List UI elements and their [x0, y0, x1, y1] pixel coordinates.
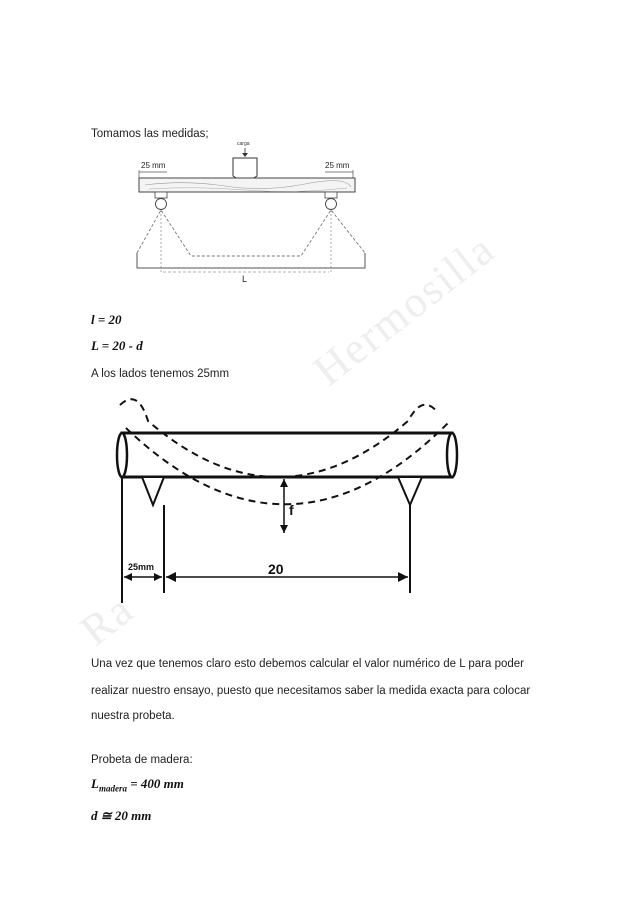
bending-test-figure — [125, 138, 375, 288]
paragraph-line-3: nuestra probeta. — [91, 710, 175, 722]
sides-text: A los lados tenemos 25mm — [91, 368, 230, 380]
probeta-label: Probeta de madera: — [91, 754, 193, 766]
equation-L-madera-symbol: L — [91, 776, 99, 791]
watermark-text: Hermosilla — [304, 223, 505, 396]
intro-text: Tomamos las medidas; — [91, 128, 209, 140]
span-dimension-label: 20 — [268, 561, 284, 577]
equation-L-madera-subscript: madera — [98, 783, 127, 794]
watermark-text-bottom: Ra — [71, 584, 144, 656]
load-label: carga — [237, 141, 250, 147]
paragraph-line-2: realizar nuestro ensayo, puesto que necesitamos saber la medida exacta para colocar — [91, 685, 531, 697]
equation-l: l = 20 — [91, 312, 122, 327]
span-label-L: L — [242, 274, 248, 284]
paragraph-line-1: Una vez que tenemos claro esto debemos calcular el valor numérico de L para poder — [91, 658, 524, 670]
deflection-label: f — [289, 502, 294, 518]
equation-L-madera — [91, 776, 184, 794]
right-dimension-label: 25 mm — [325, 161, 350, 170]
bending-scheme-figure — [108, 393, 468, 605]
equation-d: d ≅ 20 mm — [91, 808, 152, 823]
equation-L: L = 20 - d — [91, 338, 143, 353]
left-dimension-label: 25 mm — [141, 161, 166, 170]
equation-L-madera-value: = 400 mm — [126, 776, 184, 791]
side-dimension-label: 25mm — [128, 562, 155, 572]
